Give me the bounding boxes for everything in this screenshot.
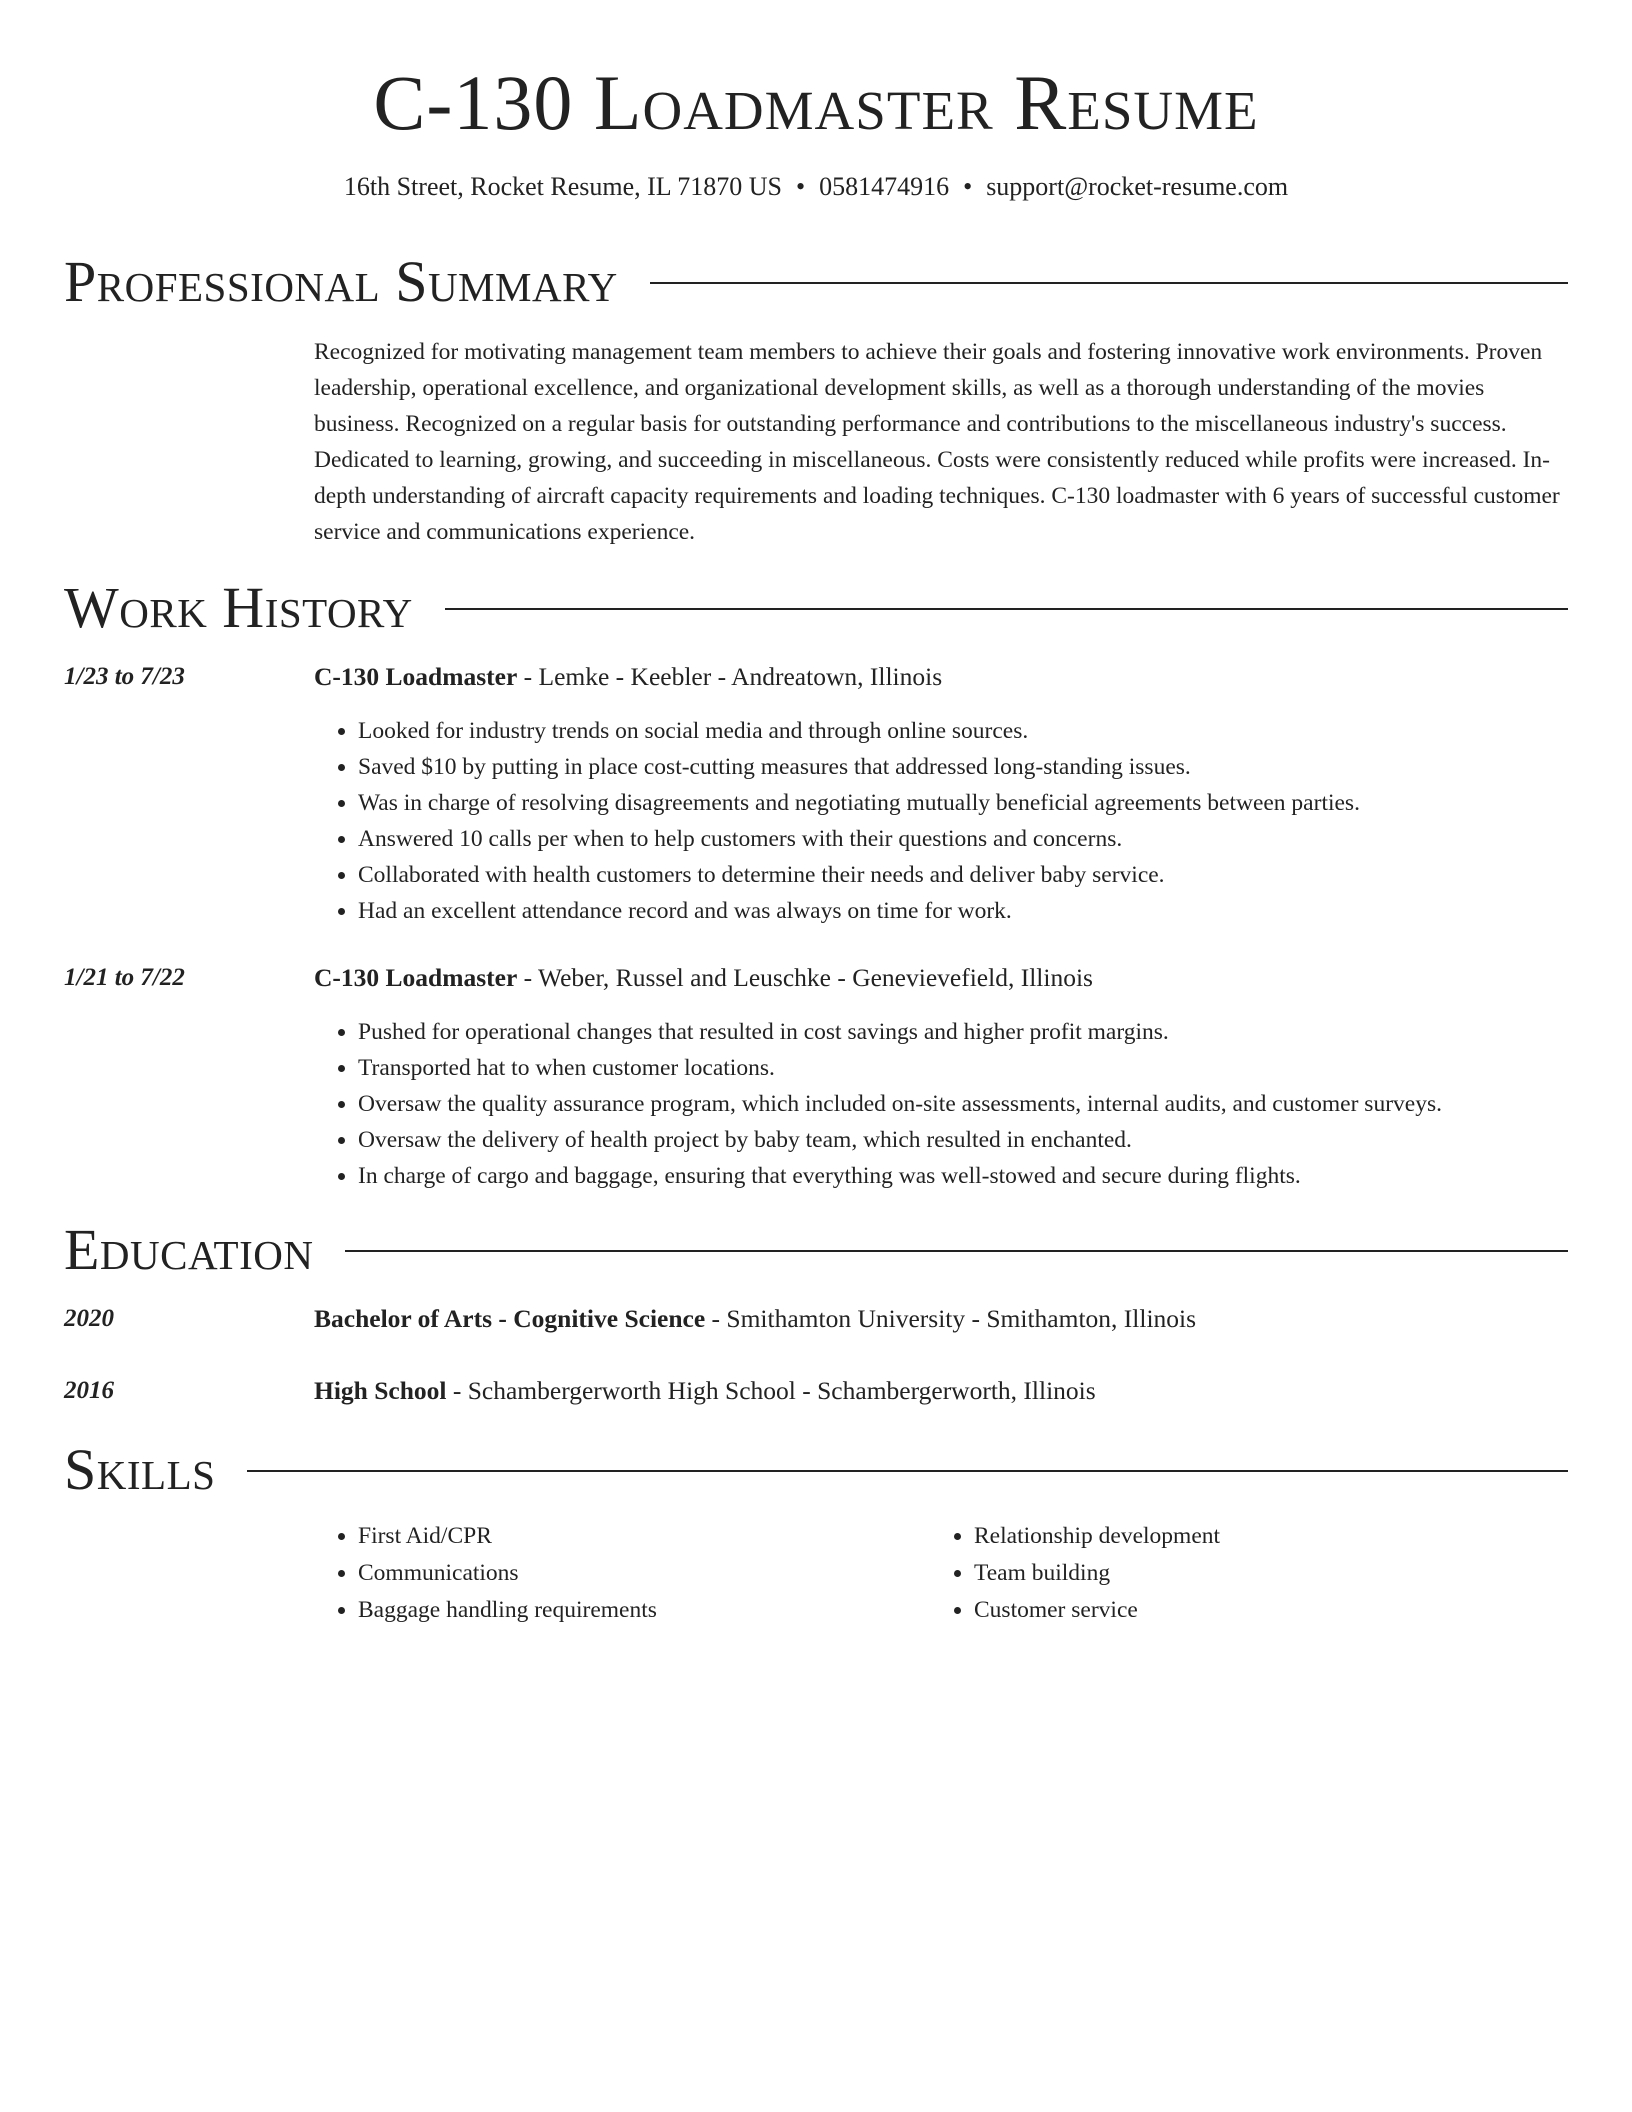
summary-text: Recognized for motivating management team members to achieve their goals and fostering innovative work environments. Proven leadership, operational excellence, and organizational development skills, as well as a thorough understanding of the movies business. Recognized on a regular basis for outstanding performance and contributions to the miscellaneous industry's success. Dedicated to learning, growing, and succeeding in miscellaneous. Costs were consistently reduced while profits were increased. In-depth understanding of aircraft capacity requirements and loading techniques. C-130 loadmaster with 6 years of successful customer service and communications experience. xyxy=(314,339,1560,545)
contact-separator: • xyxy=(963,172,973,201)
job-bullet: • Saved $10 by putting in place cost-cutting measures that addressed long-standing issues. xyxy=(358,749,1568,785)
job-bullet: • Was in charge of resolving disagreements and negotiating mutually beneficial agreements between parties. xyxy=(358,785,1568,821)
contact-separator: • xyxy=(795,172,806,201)
education-degree: High School xyxy=(314,1376,447,1405)
contact-phone: 0581474916 xyxy=(819,172,950,201)
job-bullet: • Had an excellent attendance record and was always on time for work. xyxy=(358,893,1568,929)
education-year: 2016 xyxy=(64,1377,114,1404)
job-details: - Lemke - Keebler - Andreatown, Illinois xyxy=(517,662,943,691)
education-degree: Bachelor of Arts - Cognitive Science xyxy=(314,1304,706,1333)
job-bullet: • Oversaw the quality assurance program, which included on-site assessments, internal audits, and customer surveys. xyxy=(358,1086,1568,1122)
job-bullet: • Looked for industry trends on social media and through online sources. xyxy=(358,713,1568,749)
job-bullets xyxy=(314,1014,1568,1194)
contact-email: support@rocket-resume.com xyxy=(986,172,1289,201)
summary-heading: Professional Summary xyxy=(64,249,618,314)
education-heading-line xyxy=(314,1373,1096,1409)
skill-item: • First Aid/CPR xyxy=(358,1518,928,1555)
section-divider xyxy=(345,1250,1568,1252)
education-heading: Education xyxy=(64,1217,314,1282)
education-year: 2020 xyxy=(64,1305,114,1332)
job-bullet: • Transported hat to when customer locations. xyxy=(358,1050,1568,1086)
job-bullet: • Collaborated with health customers to determine their needs and deliver baby service. xyxy=(358,857,1568,893)
work-heading: Work History xyxy=(64,575,413,640)
job-bullet: • In charge of cargo and baggage, ensuring that everything was well-stowed and secure during flights. xyxy=(358,1158,1568,1194)
education-details: - Smithamton University - Smithamton, Illinois xyxy=(705,1304,1197,1333)
job-details: - Weber, Russel and Leuschke - Genevievefield, Illinois xyxy=(517,963,1093,992)
contact-address: 16th Street, Rocket Resume, IL 71870 US xyxy=(343,172,782,201)
summary-section-header xyxy=(64,250,1568,314)
job-bullet: • Oversaw the delivery of health project by baby team, which resulted in enchanted. xyxy=(358,1122,1568,1158)
resume-page xyxy=(64,0,1568,1623)
job-bullets xyxy=(314,713,1568,929)
skill-item: • Customer service xyxy=(974,1592,1544,1629)
skill-item: • Team building xyxy=(974,1555,1544,1592)
contact-line xyxy=(64,170,1568,204)
skills-heading: Skills xyxy=(64,1437,216,1502)
job-bullet: • Answered 10 calls per when to help customers with their questions and concerns. xyxy=(358,821,1568,857)
job-heading xyxy=(314,960,1093,996)
section-divider xyxy=(445,608,1568,610)
job-bullet: • Pushed for operational changes that resulted in cost savings and higher profit margins. xyxy=(358,1014,1568,1050)
work-section-header xyxy=(64,576,1568,640)
skills-section-header xyxy=(64,1438,1568,1502)
education-heading-line xyxy=(314,1301,1196,1337)
section-divider xyxy=(247,1470,1568,1472)
skill-item: • Communications xyxy=(358,1555,928,1592)
skill-item: • Baggage handling requirements xyxy=(358,1592,928,1629)
resume-title: C-130 Loadmaster Resume xyxy=(373,59,1259,146)
job-dates: 1/23 to 7/23 xyxy=(64,663,185,690)
job-title: C-130 Loadmaster xyxy=(314,662,518,691)
job-heading xyxy=(314,659,942,695)
education-details: - Schambergerworth High School - Schambergerworth, Illinois xyxy=(446,1376,1096,1405)
job-title: C-130 Loadmaster xyxy=(314,963,518,992)
job-dates: 1/21 to 7/22 xyxy=(64,964,185,991)
skills-list-right xyxy=(930,1518,1544,1629)
skills-list-left xyxy=(314,1518,928,1629)
section-divider xyxy=(650,282,1568,284)
skill-item: • Relationship development xyxy=(974,1518,1544,1555)
education-section-header xyxy=(64,1218,1568,1282)
